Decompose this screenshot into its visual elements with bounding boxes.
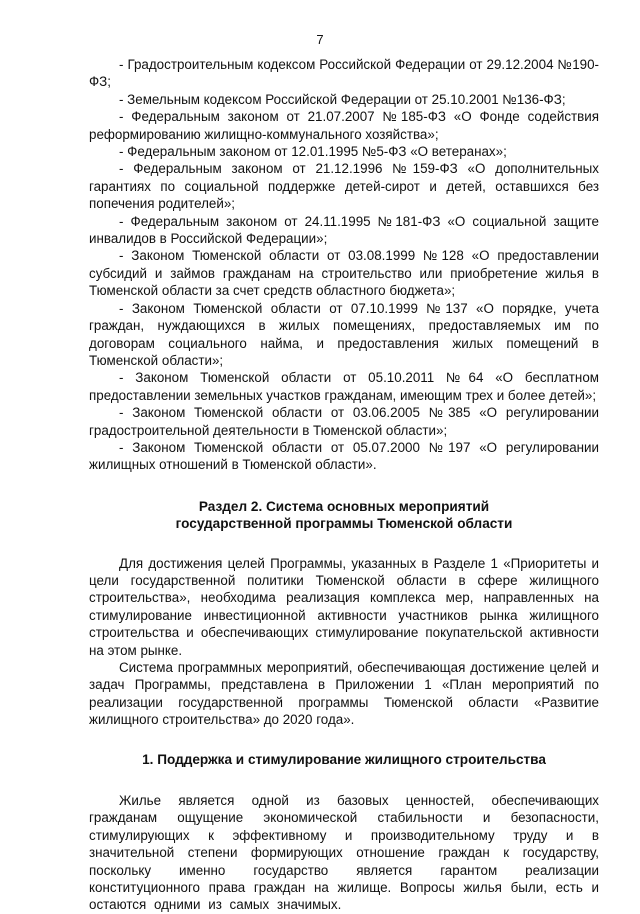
section-title-line-1: Раздел 2. Система основных мероприятий	[198, 498, 490, 514]
section-title	[89, 498, 599, 533]
document-body	[89, 56, 599, 914]
paragraph: Жилье является одной из базовых ценностей, обеспечивающих гражданам ощущение экономической стабильности и безопасности, стимулирующих к эффективному и производительному труду и в значительной степени формирующих отношение граждан к государству, поскольку именно государство является гарантом реализации конституционного права граждан на жилище. Вопросы жилья были, есть и остаются одними из самых значимых.	[89, 793, 599, 913]
paragraph: Система программных мероприятий, обеспечивающая достижение целей и задач Программы, представлена в Приложении 1 «План мероприятий по реализации государственной программы Тюменской области «Развитие жилищного строительства» до 2020 года».	[89, 660, 599, 728]
subsection-title: 1. Поддержка и стимулирование жилищного строительства	[142, 751, 546, 767]
legal-acts-list	[89, 56, 599, 474]
list-item: - Федеральным законом от 12.01.1995 №5-ФЗ «О ветеранах»;	[119, 144, 507, 160]
list-item: - Федеральным законом от 24.11.1995 №181-ФЗ «О социальной защите инвалидов в Российской Федерации»;	[89, 213, 599, 247]
paragraph: Для достижения целей Программы, указанных в Разделе 1 «Приоритеты и цели государственной политики Тюменской области в сфере жилищного строительства», необходима реализация комплекса мер, направленных на стимулирование инвестиционной активности участников рынка жилищного строительства и обеспечивающих стимулирование покупательской активности на этом рынке.	[89, 555, 599, 658]
section-title-line-2: государственной программы Тюменской области	[175, 516, 513, 532]
list-item: - Законом Тюменской области от 05.10.2011 №64 «О бесплатном предоставлении земельных участков гражданам, имеющим трех и более детей»;	[89, 370, 599, 403]
list-item: - Законом Тюменской области от 07.10.1999 №137 «О порядке, учета граждан, нуждающихся в жилых помещениях, предоставляемых им по договорам социального найма, и предоставления жилых помещений в Тюменской области»;	[89, 300, 599, 368]
list-item: - Законом Тюменской области от 05.07.2000 №197 «О регулировании жилищных отношений в Тюменской области».	[89, 439, 599, 473]
list-item: - Федеральным законом от 21.07.2007 №185-ФЗ «О Фонде содействия реформированию жилищно-коммунального хозяйства»;	[89, 109, 599, 142]
page-number: 7	[316, 32, 324, 47]
list-item: - Законом Тюменской области от 03.08.1999 №128 «О предоставлении субсидий и займов гражданам на строительство или приобретение жилья в Тюменской области за счет средств областного бюджета»;	[89, 248, 599, 299]
list-item: - Федеральным законом от 21.12.1996 №159-ФЗ «О дополнительных гарантиях по социальной поддержке детей-сирот и детей, оставшихся без попечения родителей»;	[89, 161, 599, 212]
list-item: - Градостроительным кодексом Российской Федерации от 29.12.2004 №190-ФЗ;	[89, 57, 599, 90]
list-item: - Законом Тюменской области от 03.06.2005 №385 «О регулировании градостроительной деятельности в Тюменской области»;	[89, 405, 599, 438]
list-item: - Земельным кодексом Российской Федерации от 25.10.2001 №136-ФЗ;	[119, 91, 566, 107]
